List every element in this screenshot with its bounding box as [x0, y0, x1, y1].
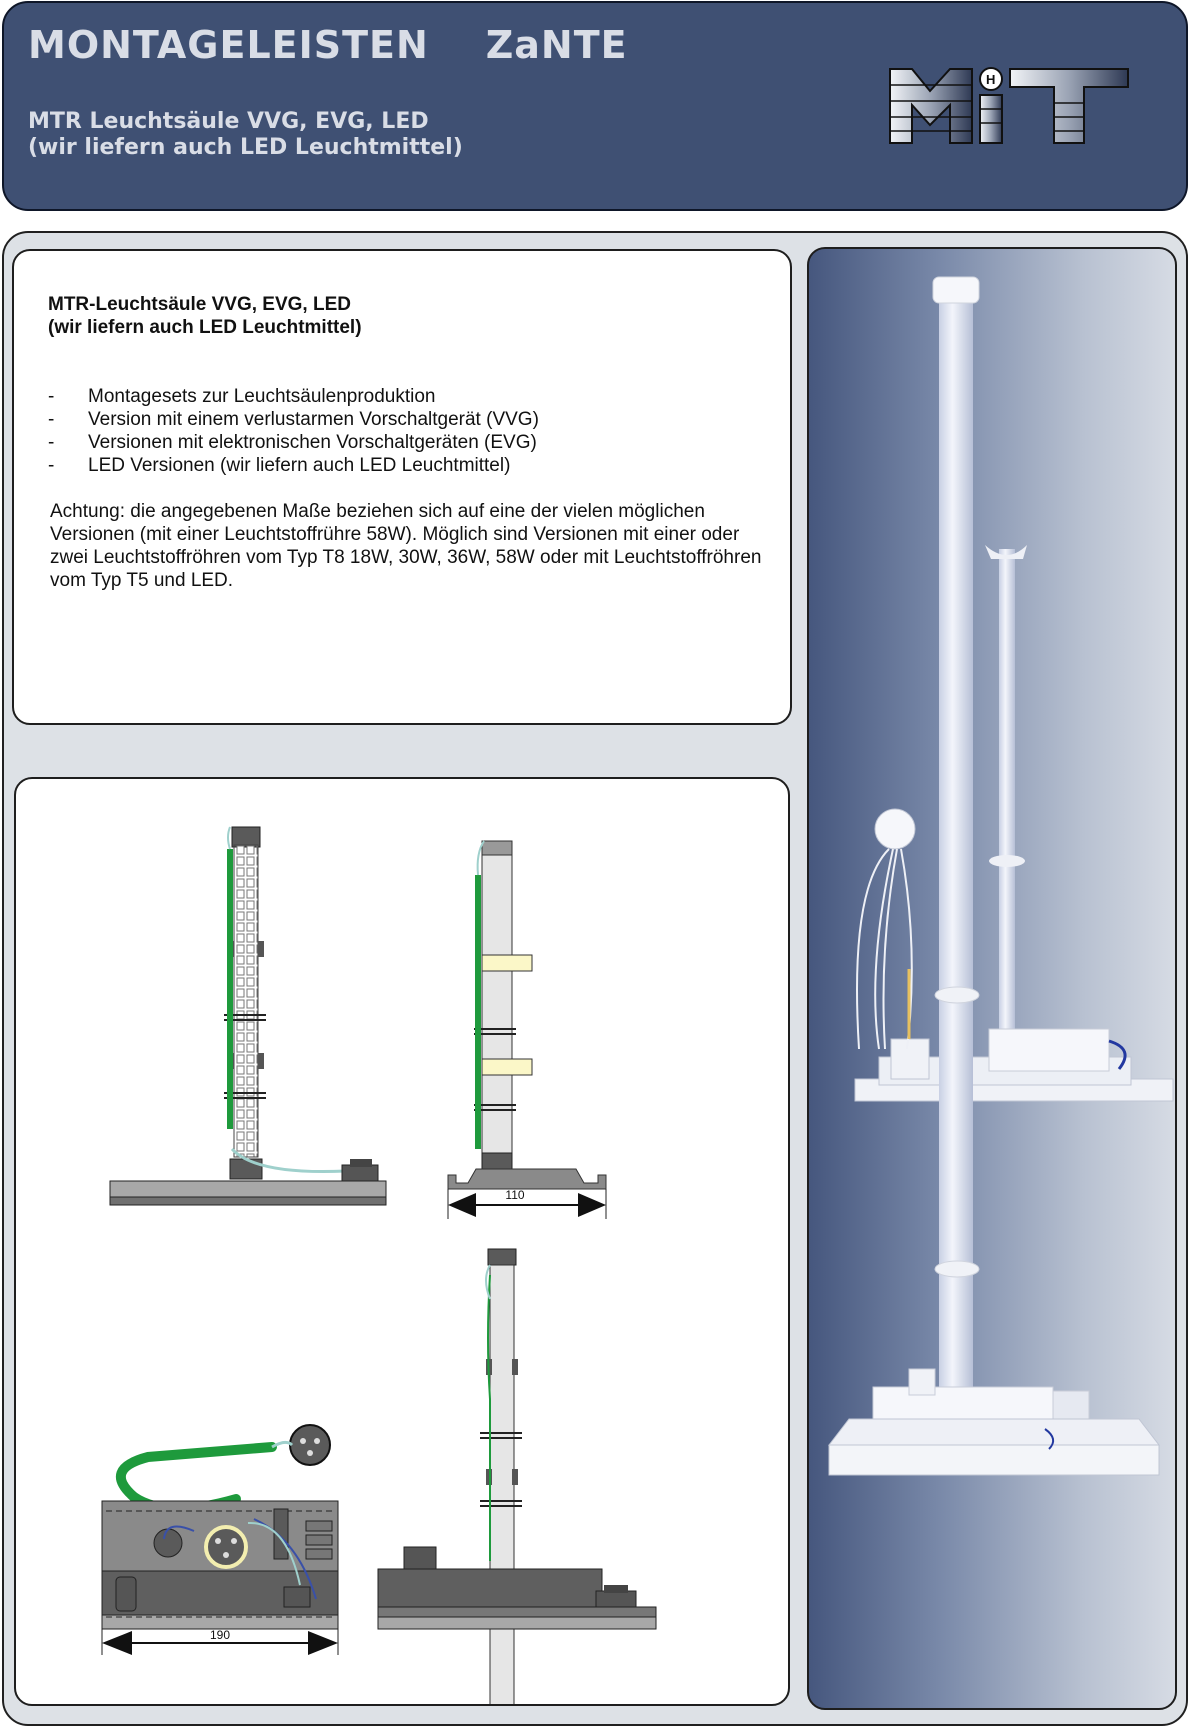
feature-list — [48, 385, 539, 477]
technical-drawings — [14, 777, 790, 1706]
front-view-drawing — [110, 827, 386, 1205]
description-title: MTR-Leuchtsäule VVG, EVG, LED (wir liefern auch LED Leuchtmittel) — [48, 294, 362, 338]
subtitle-line-2: (wir liefern auch LED Leuchtmittel) — [28, 135, 463, 160]
list-item: - LED Versionen (wir liefern auch LED Leuchtmittel) — [48, 455, 511, 476]
top-view-drawing — [102, 1425, 338, 1655]
dimension-note: Achtung: die angegebenen Maße beziehen sich auf eine der vielen möglichen Versionen (mit einer Leuchtstoffrühre 58W). Möglich sind Versionen mit einer oder zwei Leuchtstoffröhren vom Typ T8 18W, 30W, 36W, 58W oder mit Leuchtstoffröhren vom Typ T5 und LED. — [50, 501, 762, 591]
mit-logo-icon — [888, 65, 1130, 147]
subtitle-line-1: MTR Leuchtsäule VVG, EVG, LED — [28, 109, 429, 134]
drawing-canvas — [16, 779, 790, 1706]
rear-view-drawing — [378, 1249, 656, 1706]
list-item: - Montagesets zur Leuchtsäulenproduktion — [48, 386, 436, 407]
side-view-drawing — [448, 841, 606, 1219]
dimension-110-label: 110 — [505, 1188, 525, 1202]
list-item: - Versionen mit elektronischen Vorschaltgeräten (EVG) — [48, 432, 537, 453]
product-photo — [807, 247, 1177, 1710]
header-banner — [2, 1, 1188, 211]
list-item: - Version mit einem verlustarmen Vorschaltgerät (VVG) — [48, 409, 539, 430]
description-box — [12, 249, 792, 725]
light-column-photo-icon — [809, 249, 1177, 1710]
svg-text:H: H — [986, 72, 996, 87]
page-title: MONTAGELEISTEN ZaNTE — [28, 23, 628, 67]
dimension-190-label: 190 — [209, 1628, 231, 1642]
